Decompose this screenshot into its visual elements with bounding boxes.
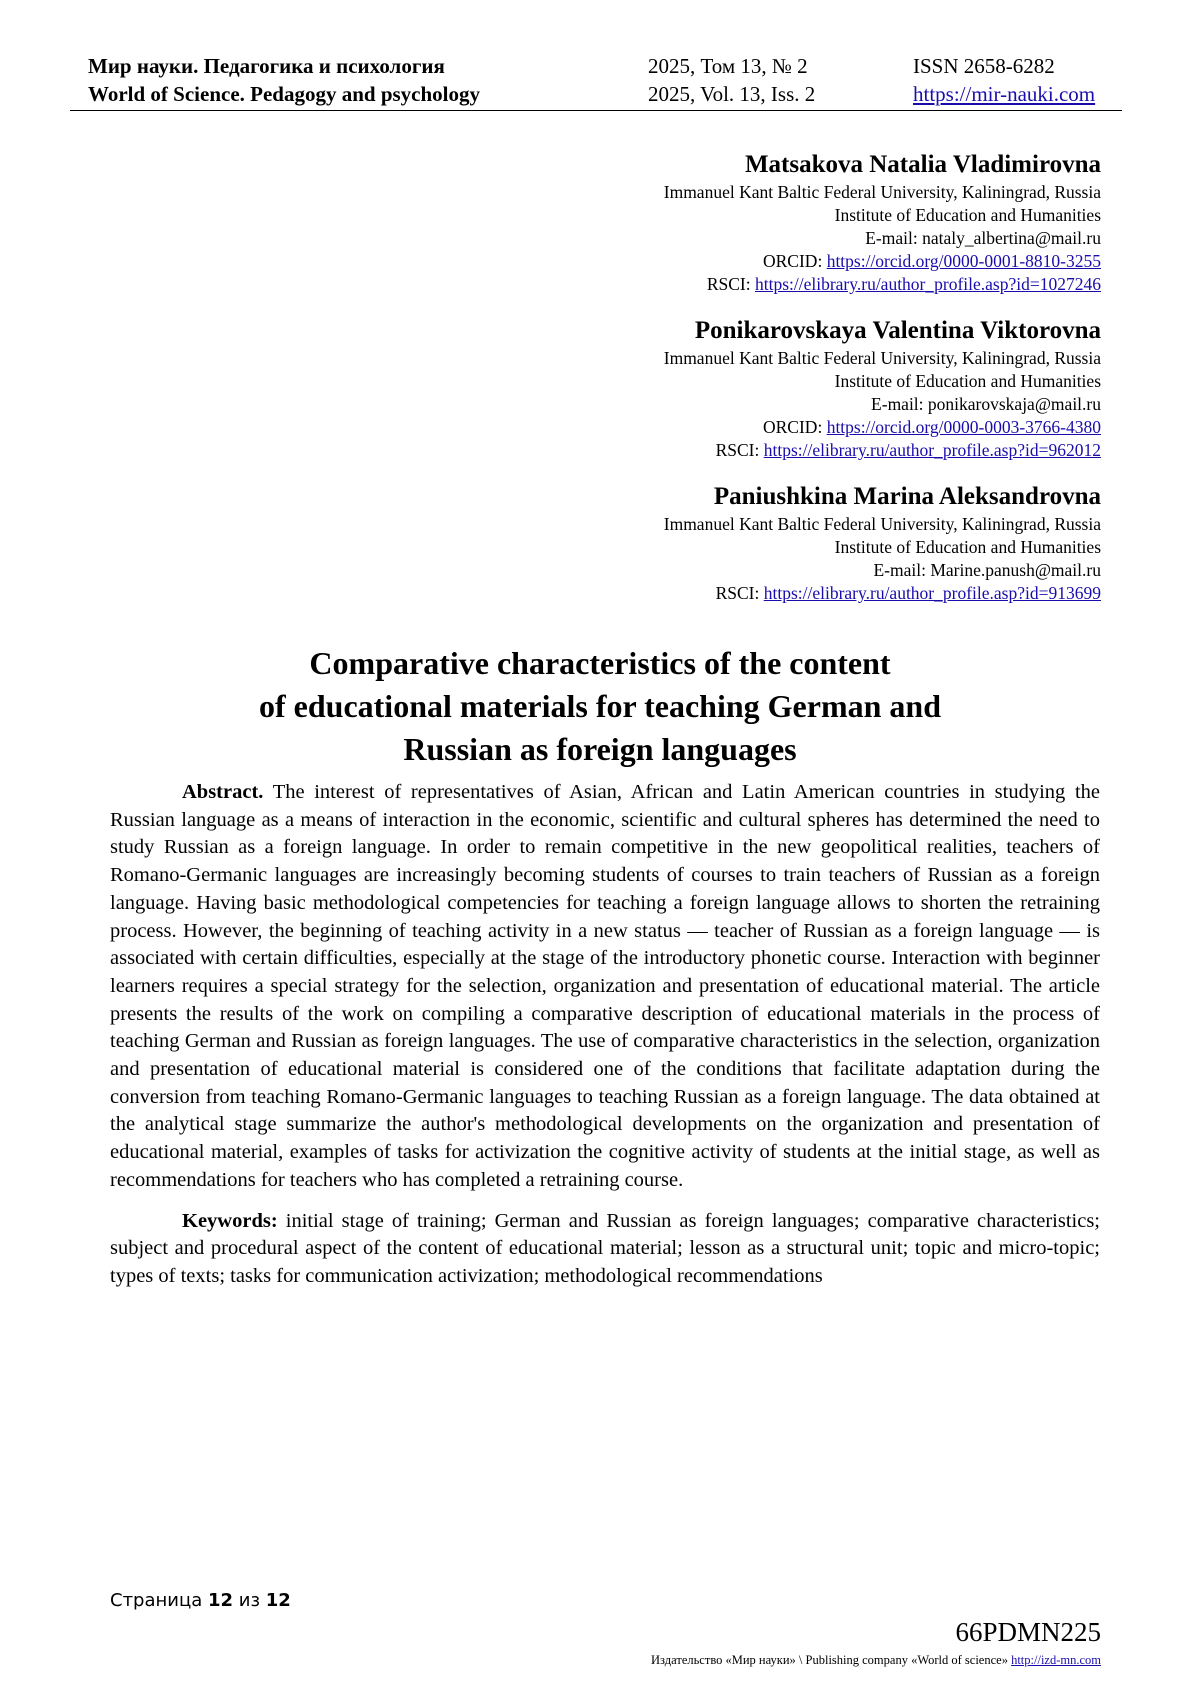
author-email: E-mail: Marine.panush@mail.ru — [873, 560, 1101, 580]
article-body — [110, 779, 1100, 1291]
abstract-label: Abstract. — [182, 781, 264, 803]
abstract-text: The interest of representatives of Asian, African and Latin American countries in studying the Russian language as a means of interaction in the economic, scientific and cultural spheres has determined the need to study Russian as a foreign language. In order to remain competitive in the new geopolitical realities, teachers of Romano-Germanic languages are increasingly becoming students of courses to train teachers of Russian as a foreign language. Having basic methodological competencies for teaching a foreign language allows to shorten the retraining process. However, the beginning of teaching activity in a new status — teacher of Russian as a foreign language — is associated with certain difficulties, especially at the stage of the introductory phonetic course. Interaction with beginner learners requires a special strategy for the selection, organization and presentation of educational material. The article presents the results of the work on compiling a comparative description of educational materials in the process of teaching German and Russian as foreign languages. The use of comparative characteristics in the selection, organization and presentation of educational material is considered one of the conditions that facilitate adaptation during the conversion from teaching Romano-Germanic languages to teaching Russian as a foreign language. The data obtained at the analytical stage summarize the author's methodological developments on the organization and presentation of educational material, examples of tasks for activization the cognitive activity of students at the initial stage, as well as recommendations for teachers who has completed a retraining course. — [110, 781, 1100, 1191]
publisher-name: Издательство «Мир науки» \ Publishing company «World of science» — [651, 1653, 1012, 1667]
author-1 — [664, 148, 1101, 296]
rsci-label: RSCI: — [715, 583, 764, 603]
rsci-link[interactable]: https://elibrary.ru/author_profile.asp?id=962012 — [763, 440, 1101, 460]
issue-info — [648, 52, 815, 108]
page-current: 12 — [207, 1590, 234, 1611]
author-name: Matsakova Natalia Vladimirovna — [744, 151, 1101, 178]
author-institute: Institute of Education and Humanities — [834, 205, 1101, 225]
orcid-label: ORCID: — [763, 417, 827, 437]
orcid-label: ORCID: — [763, 251, 827, 271]
journal-name — [88, 52, 480, 108]
keywords-label: Keywords: — [182, 1209, 278, 1232]
authors-block — [664, 148, 1101, 623]
abstract-paragraph — [110, 779, 1100, 1195]
author-affiliation: Immanuel Kant Baltic Federal University, Kaliningrad, Russia — [663, 182, 1101, 202]
keywords-text: initial stage of training; German and Russian as foreign languages; comparative characteristics; subject and procedural aspect of the content of educational material; lesson as a structural unit; topic and micro-topic; types of texts; tasks for communication activization; methodological recommendations — [110, 1209, 1100, 1287]
author-affiliation: Immanuel Kant Baltic Federal University, Kaliningrad, Russia — [663, 348, 1101, 368]
journal-name-ru: Мир науки. Педагогика и психология — [88, 54, 445, 78]
orcid-link[interactable]: https://orcid.org/0000-0001-8810-3255 — [826, 251, 1101, 271]
issn-block — [913, 52, 1095, 108]
orcid-link[interactable]: https://orcid.org/0000-0003-3766-4380 — [826, 417, 1101, 437]
issn: ISSN 2658-6282 — [913, 54, 1055, 78]
author-institute: Institute of Education and Humanities — [834, 371, 1101, 391]
article-code: 66PDMN225 — [955, 1617, 1101, 1647]
author-institute: Institute of Education and Humanities — [834, 537, 1101, 557]
author-name: Paniushkina Marina Aleksandrovna — [713, 483, 1101, 510]
article-title — [100, 642, 1100, 771]
page-prefix: Страница — [110, 1590, 208, 1611]
title-line-3: Russian as foreign languages — [403, 731, 797, 767]
publisher-line — [651, 1653, 1101, 1668]
journal-header — [70, 52, 1122, 111]
author-name: Ponikarovskaya Valentina Viktorovna — [694, 317, 1101, 344]
author-2 — [664, 314, 1101, 462]
author-email: E-mail: ponikarovskaja@mail.ru — [871, 394, 1101, 414]
journal-site-link[interactable]: https://mir-nauki.com — [913, 82, 1096, 106]
author-orcid — [664, 416, 1101, 439]
page-middle: из — [233, 1590, 266, 1611]
rsci-link[interactable]: https://elibrary.ru/author_profile.asp?id=1027246 — [754, 274, 1101, 294]
author-rsci — [664, 273, 1101, 296]
journal-name-en: World of Science. Pedagogy and psychology — [88, 82, 481, 106]
author-rsci — [664, 439, 1101, 462]
issue-ru: 2025, Том 13, № 2 — [648, 54, 808, 78]
publisher-link[interactable]: http://izd-mn.com — [1011, 1653, 1101, 1667]
title-line-1: Comparative characteristics of the content — [309, 645, 891, 681]
rsci-label: RSCI: — [715, 440, 764, 460]
page-number — [110, 1590, 291, 1611]
title-line-2: of educational materials for teaching German and — [258, 688, 941, 724]
author-email: E-mail: nataly_albertina@mail.ru — [865, 228, 1101, 248]
page-total: 12 — [265, 1590, 291, 1611]
issue-en: 2025, Vol. 13, Iss. 2 — [648, 82, 816, 106]
author-3 — [664, 480, 1101, 605]
rsci-label: RSCI: — [706, 274, 755, 294]
author-rsci — [664, 582, 1101, 605]
keywords-paragraph — [110, 1208, 1100, 1291]
author-affiliation: Immanuel Kant Baltic Federal University, Kaliningrad, Russia — [663, 514, 1101, 534]
rsci-link[interactable]: https://elibrary.ru/author_profile.asp?id=913699 — [763, 583, 1101, 603]
author-orcid — [664, 250, 1101, 273]
